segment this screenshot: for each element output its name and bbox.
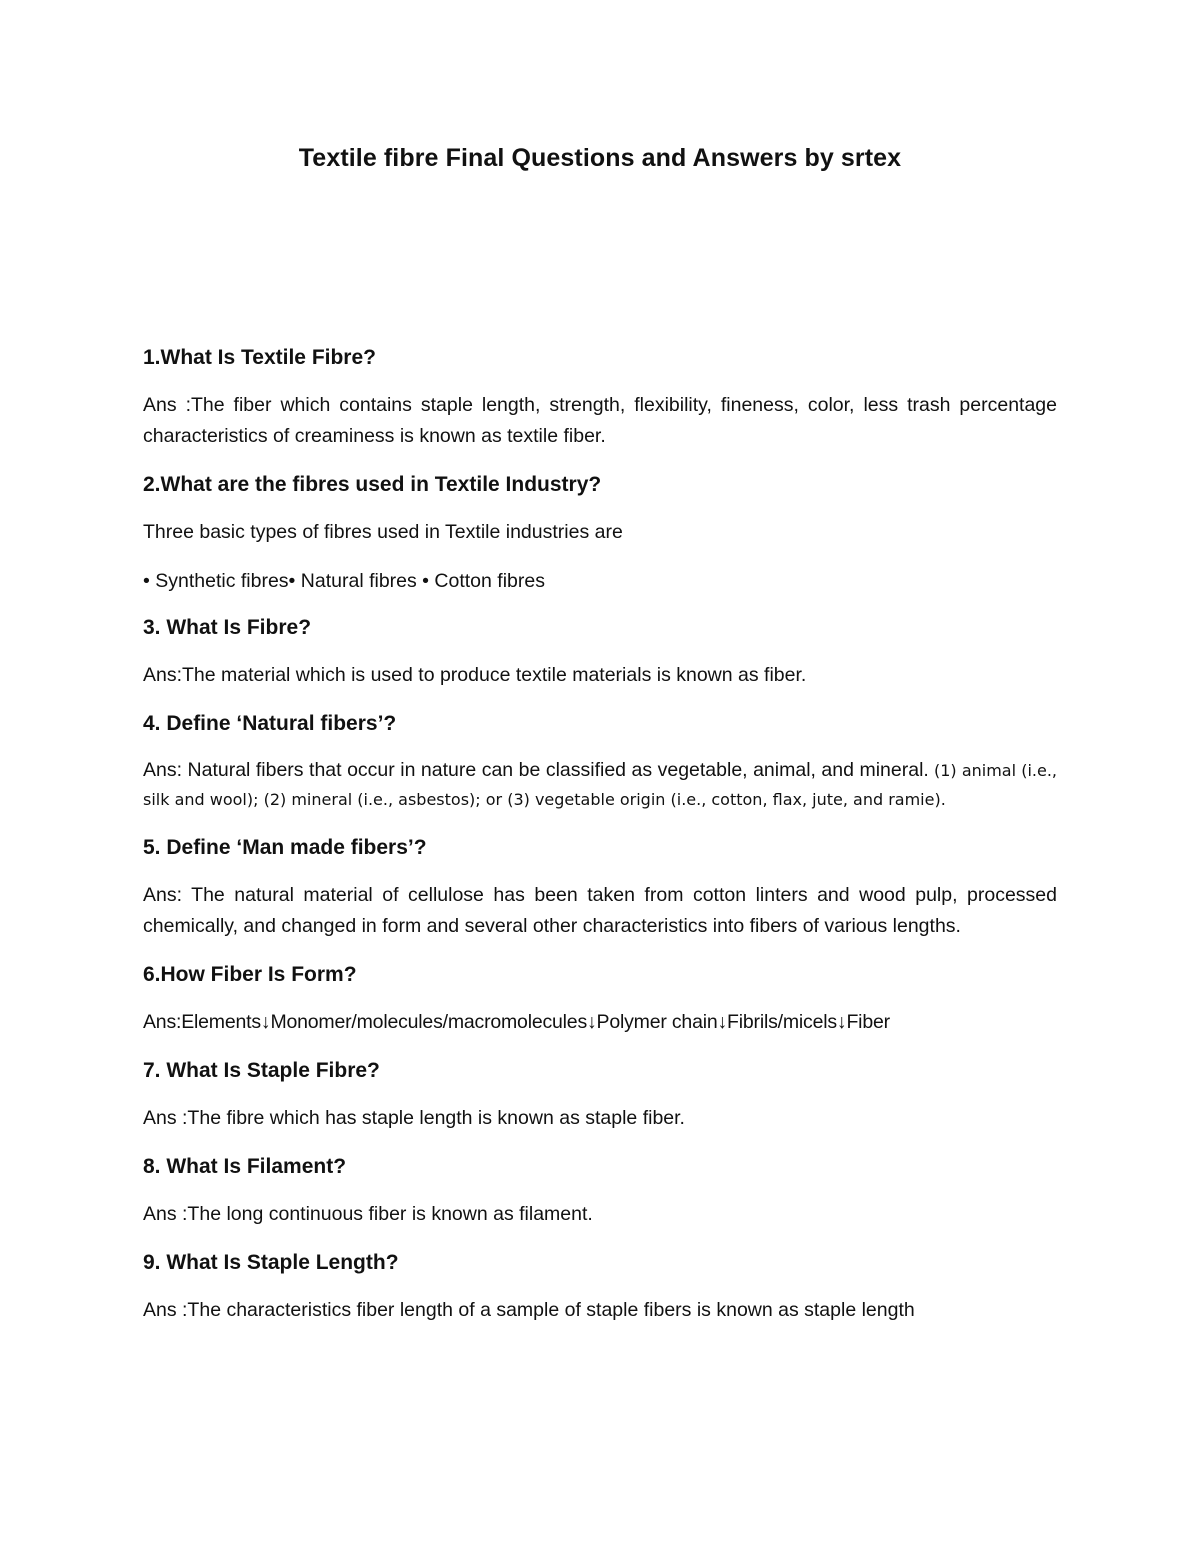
question-1: 1.What Is Textile Fibre? [143, 346, 376, 369]
question-7: 7. What Is Staple Fibre? [143, 1059, 380, 1082]
answer-1: Ans :The fiber which contains staple length, strength, flexibility, fineness, color, less trash percentage characteristics of creaminess is known as textile fiber. [143, 394, 1057, 447]
answer-4-lead: Ans: Natural fibers that occur in nature can be classified as vegetable, animal, and mineral. [143, 759, 929, 781]
answer-7: Ans :The fibre which has staple length is known as staple fiber. [143, 1107, 685, 1129]
answer-3: Ans:The material which is used to produce textile materials is known as fiber. [143, 664, 807, 686]
question-5: 5. Define ‘Man made fibers’? [143, 836, 427, 859]
question-6: 6.How Fiber Is Form? [143, 963, 357, 986]
question-3: 3. What Is Fibre? [143, 616, 312, 639]
question-8: 8. What Is Filament? [143, 1155, 347, 1178]
question-2: 2.What are the fibres used in Textile Industry? [143, 473, 602, 496]
answer-6: Ans:Elements↓Monomer/molecules/macromolecules↓Polymer chain↓Fibrils/micels↓Fiber [143, 1011, 890, 1033]
answer-4 [143, 756, 1057, 814]
question-4: 4. Define ‘Natural fibers’? [143, 712, 397, 735]
answer-4-rest: (1) animal (i.e., silk and wool); (2) mineral (i.e., asbestos); or (3) vegetable origin (i.e., cotton, flax, jute, and ramie). [143, 761, 1057, 809]
answer-2-fibre-list: • Synthetic fibres• Natural fibres • Cotton fibres [143, 570, 545, 592]
question-9: 9. What Is Staple Length? [143, 1251, 399, 1274]
qa-list [143, 344, 1057, 1345]
document-title: Textile fibre Final Questions and Answers by srtex [298, 144, 902, 172]
answer-9: Ans :The characteristics fiber length of a sample of staple fibers is known as staple length [143, 1299, 915, 1321]
answer-2: Three basic types of fibres used in Textile industries are [143, 521, 623, 543]
answer-5: Ans: The natural material of cellulose has been taken from cotton linters and wood pulp, processed chemically, and changed in form and several other characteristics into fibers of various lengths. [143, 884, 1057, 937]
answer-8: Ans :The long continuous fiber is known as filament. [143, 1203, 593, 1225]
